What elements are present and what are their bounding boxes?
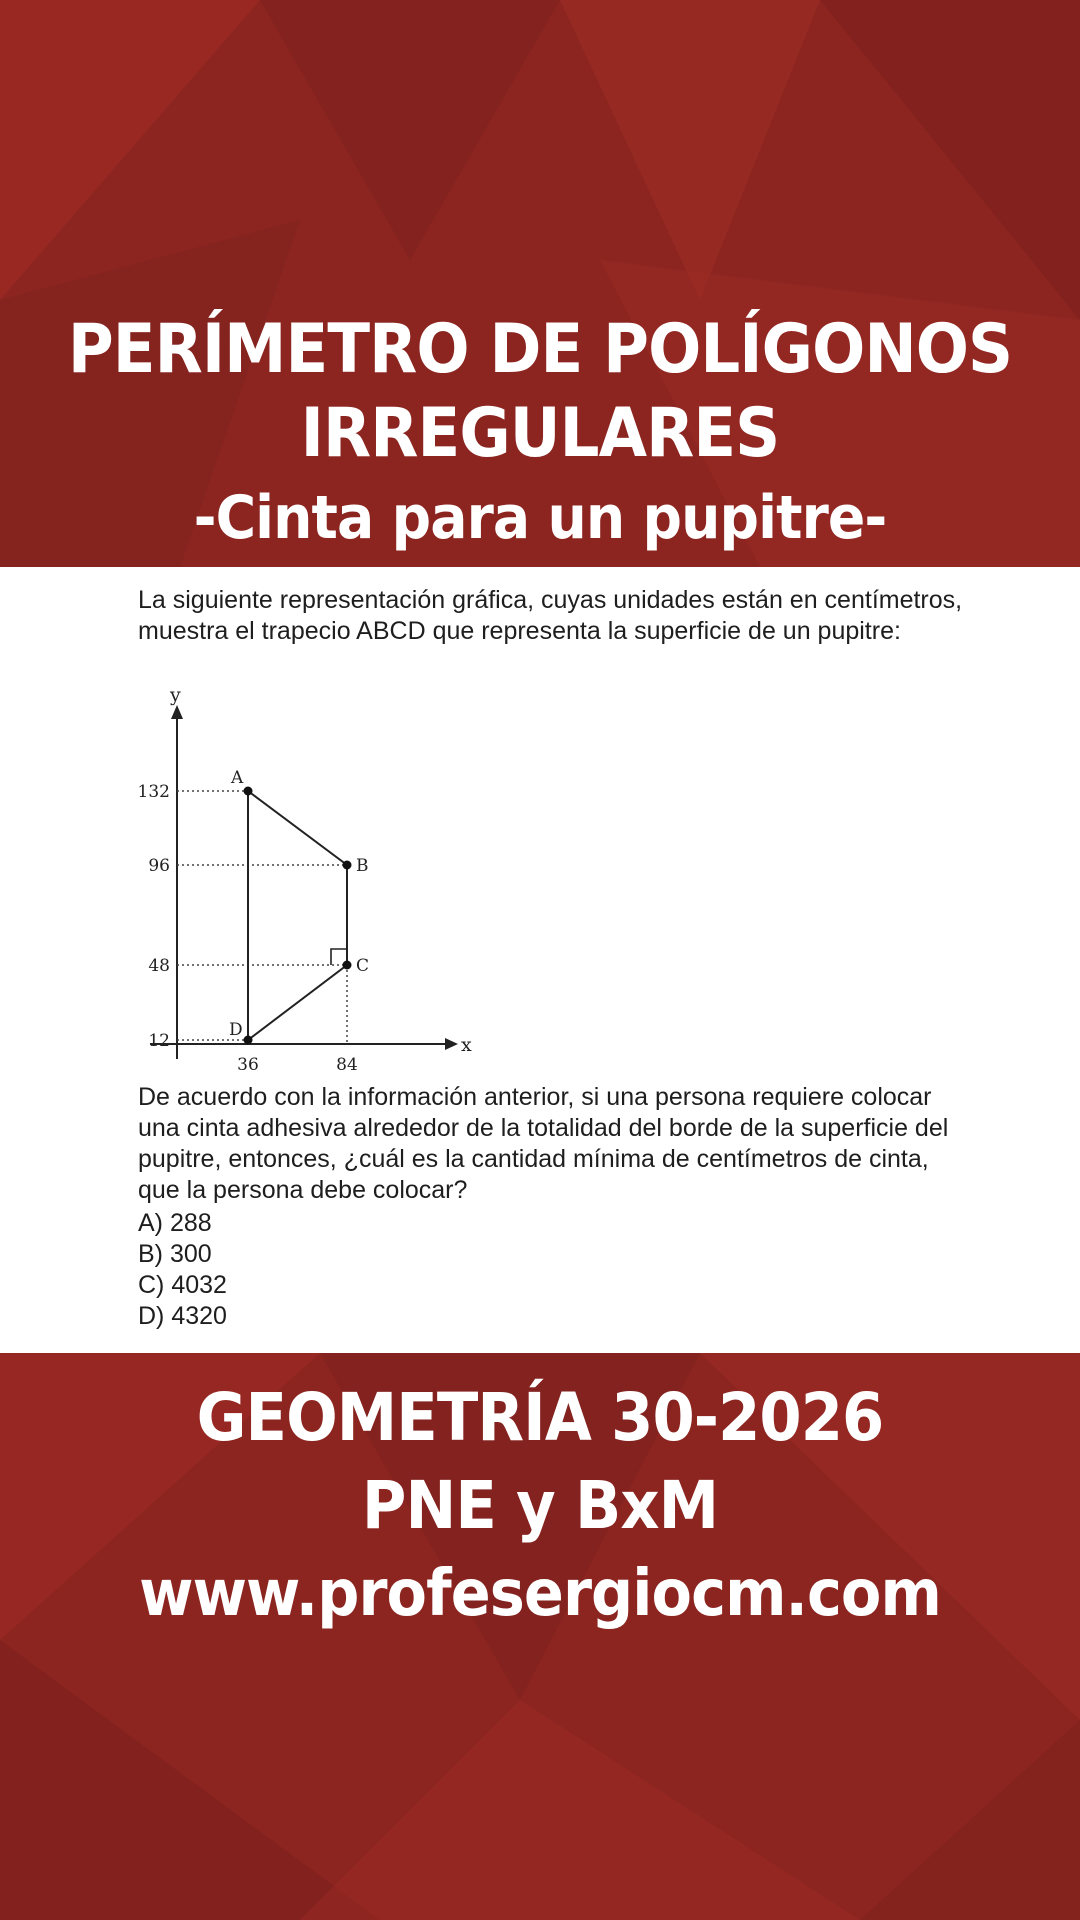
page-title bbox=[0, 308, 1080, 560]
problem-question: De acuerdo con la información anterior, si una persona requiere colocar una cinta adhesiva alrededor de la totalidad del borde de la superficie del pupitre, entonces, ¿cuál es la cantidad mínima de centímetros de cinta, que la persona debe colocar? bbox=[138, 1083, 949, 1204]
problem-intro: La siguiente representación gráfica, cuyas unidades están en centímetros, muestra el trapecio ABCD que representa la superficie de un pupitre: bbox=[138, 586, 963, 645]
x-axis-label: x bbox=[461, 1034, 472, 1056]
y-tick-48: 48 bbox=[148, 956, 170, 976]
x-tick-36: 36 bbox=[237, 1055, 259, 1075]
footer-line-1: GEOMETRÍA 30-2026 bbox=[196, 1379, 884, 1456]
y-tick-132: 132 bbox=[137, 782, 170, 802]
vertex-d bbox=[244, 1036, 253, 1045]
option-d: D) 4320 bbox=[138, 1302, 227, 1330]
x-tick-84: 84 bbox=[336, 1055, 358, 1075]
option-b: B) 300 bbox=[138, 1240, 212, 1268]
vertex-b bbox=[343, 861, 352, 870]
vertex-label-a: A bbox=[231, 768, 244, 788]
trapezoid-abcd bbox=[248, 791, 347, 1040]
title-line-1: PERÍMETRO DE POLÍGONOS bbox=[67, 310, 1013, 389]
y-axis-label: y bbox=[170, 684, 181, 706]
vertex-label-b: B bbox=[356, 856, 369, 876]
answer-options bbox=[138, 1208, 968, 1332]
x-axis-arrow bbox=[445, 1038, 458, 1050]
y-tick-12: 12 bbox=[148, 1031, 170, 1051]
trapezoid-diagram bbox=[125, 684, 472, 1075]
y-axis-arrow bbox=[171, 705, 183, 719]
y-tick-96: 96 bbox=[148, 856, 170, 876]
footer-title bbox=[0, 1374, 1080, 1638]
website-link[interactable]: www.profesergiocm.com bbox=[139, 1557, 941, 1631]
option-a: A) 288 bbox=[138, 1209, 212, 1237]
vertex-label-c: C bbox=[356, 956, 370, 976]
vertex-label-d: D bbox=[229, 1020, 243, 1040]
subtitle: -Cinta para un pupitre- bbox=[193, 483, 887, 553]
problem-panel bbox=[0, 567, 1080, 1353]
vertex-c bbox=[343, 961, 352, 970]
title-line-2: IRREGULARES bbox=[300, 394, 780, 473]
option-c: C) 4032 bbox=[138, 1271, 227, 1299]
vertex-a bbox=[244, 787, 253, 796]
footer-line-2: PNE y BxM bbox=[361, 1467, 719, 1544]
